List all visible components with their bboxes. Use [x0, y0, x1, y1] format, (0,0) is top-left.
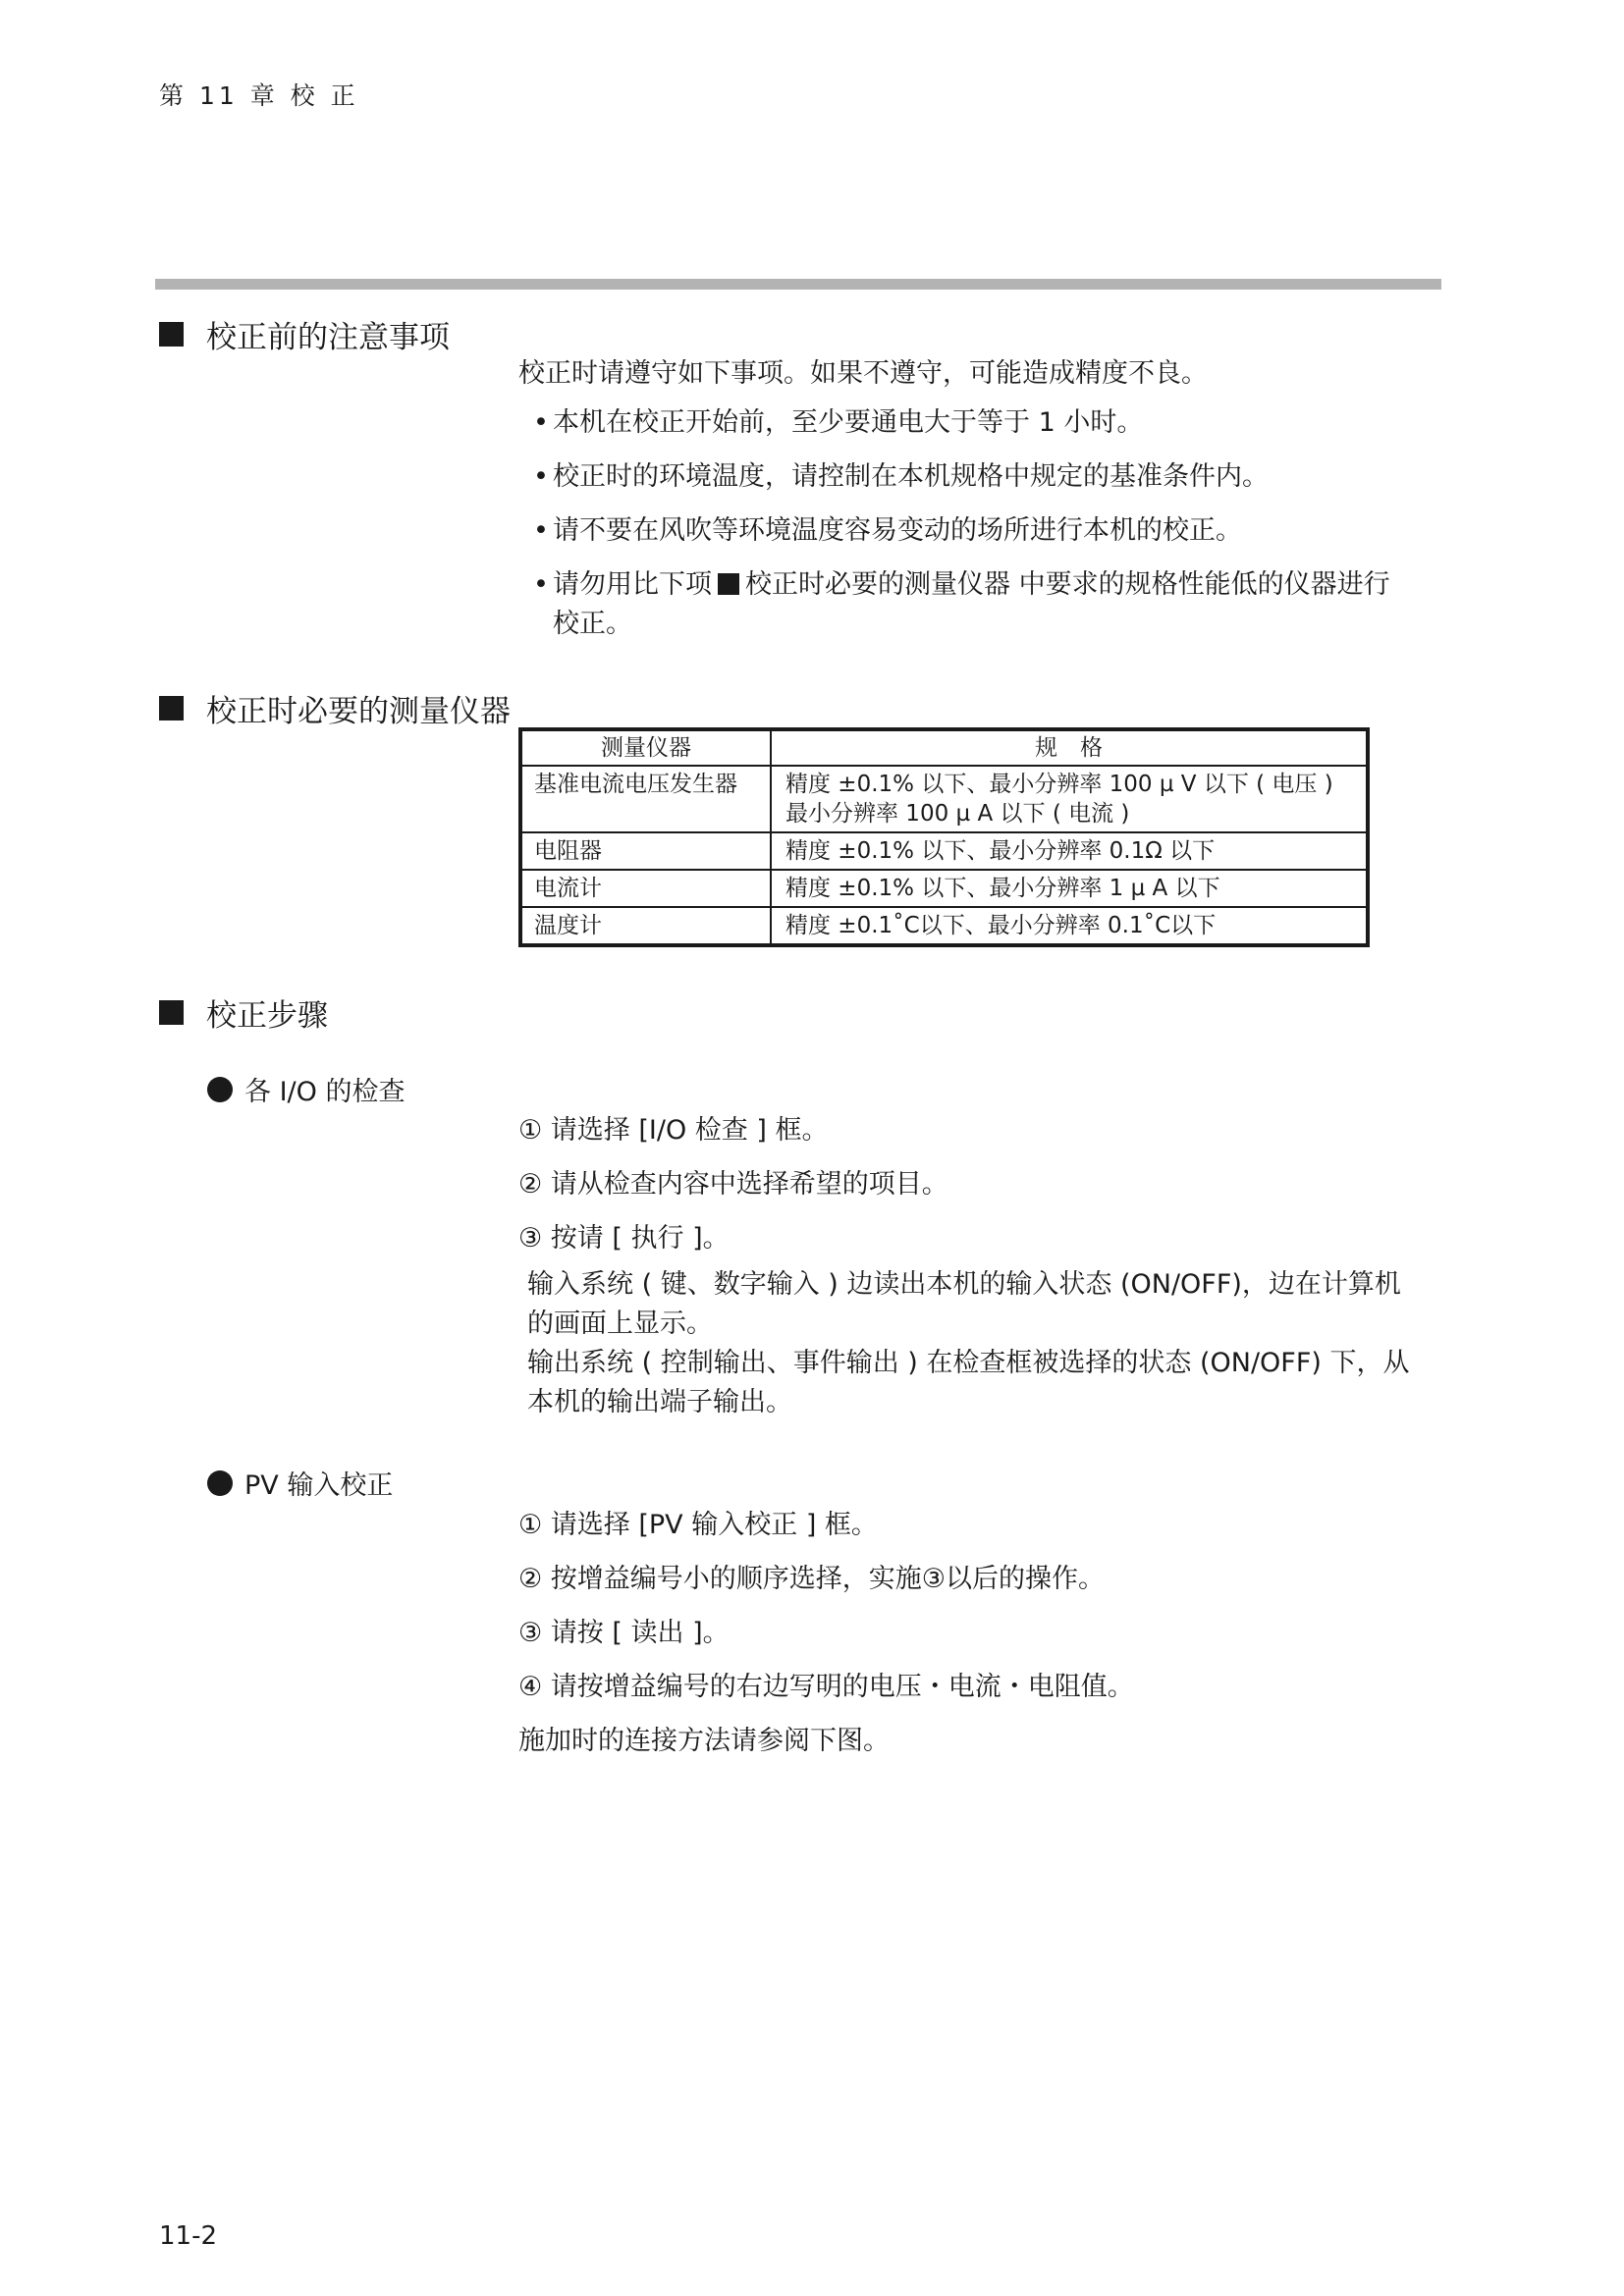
circle-bullet-icon: [207, 1470, 233, 1496]
io-step: ② 请从检查内容中选择希望的项目。: [518, 1169, 948, 1200]
section-heading-procedure: [159, 990, 328, 1035]
dot-bullet-icon: •: [533, 461, 549, 492]
io-description: [527, 1265, 1410, 1422]
instrument-cell: 电阻器: [520, 832, 771, 870]
instrument-cell: 电流计: [520, 870, 771, 907]
dot-bullet-icon: •: [533, 407, 549, 438]
io-description-line: 输出系统 ( 控制输出、事件输出 ) 在检查框被选择的状态 (ON/OFF) 下，从: [527, 1348, 1410, 1378]
pv-step: ① 请选择 [PV 输入校正 ] 框。: [518, 1510, 878, 1540]
pv-step: ③ 请按 [ 读出 ]。: [518, 1618, 730, 1648]
instrument-cell: 温度计: [520, 907, 771, 945]
precaution-text: 请勿用比下项: [553, 569, 712, 600]
square-bullet-icon: [159, 1000, 184, 1025]
dot-bullet-icon: •: [533, 515, 549, 546]
page-number: 11-2: [159, 2221, 218, 2251]
square-bullet-icon: [159, 696, 184, 721]
subsection-title: 各 I/O 的检查: [244, 1077, 406, 1107]
io-description-line: 的画面上显示。: [527, 1308, 713, 1339]
column-header: 测量仪器: [520, 729, 771, 766]
io-step: ③ 按请 [ 执行 ]。: [518, 1223, 730, 1254]
precaution-text: 请不要在风吹等环境温度容易变动的场所进行本机的校正。: [553, 515, 1242, 546]
section-title: 校正前的注意事项: [206, 320, 450, 355]
subsection-heading-io-check: [207, 1070, 405, 1108]
chapter-header: 第 11 章 校 正: [159, 81, 359, 110]
precaution-item: [533, 565, 1390, 644]
spec-cell: 精度 ±0.1˚C以下、最小分辨率 0.1˚C以下: [771, 907, 1368, 945]
io-description-line: 本机的输出端子输出。: [527, 1387, 792, 1417]
table-row: [520, 832, 1368, 870]
instrument-cell: 基准电流电压发生器: [520, 766, 771, 832]
table-row: [520, 907, 1368, 945]
spec-line: 精度 ±0.1% 以下、最小分辨率 100 µ V 以下 ( 电压 ): [785, 772, 1333, 797]
precaution-item: [533, 403, 1143, 443]
spec-line: 最小分辨率 100 µ A 以下 ( 电流 ): [785, 801, 1130, 827]
section-title: 校正步骤: [206, 998, 328, 1034]
circle-bullet-icon: [207, 1077, 233, 1102]
io-description-line: 输入系统 ( 键、数字输入 ) 边读出本机的输入状态 (ON/OFF)，边在计算机: [527, 1269, 1401, 1300]
spec-cell: 精度 ±0.1% 以下、最小分辨率 1 µ A 以下: [771, 870, 1368, 907]
section-heading-instruments: [159, 686, 511, 730]
precautions-intro: 校正时请遵守如下事项。如果不遵守，可能造成精度不良。: [518, 358, 1208, 389]
pv-step: ④ 请按增益编号的右边写明的电压・电流・电阻值。: [518, 1672, 1134, 1702]
spec-cell: [771, 766, 1368, 832]
pv-note: 施加时的连接方法请参阅下图。: [518, 1726, 890, 1756]
section-heading-precautions: [159, 312, 450, 356]
section-divider: [155, 279, 1441, 290]
subsection-heading-pv-calibration: [207, 1464, 393, 1502]
dot-bullet-icon: •: [533, 569, 549, 600]
pv-step: ② 按增益编号小的顺序选择，实施③以后的操作。: [518, 1564, 1105, 1594]
precaution-continuation: 校正。: [553, 609, 632, 639]
precaution-text: 校正时的环境温度，请控制在本机规格中规定的基准条件内。: [553, 461, 1269, 492]
table-header-row: [520, 729, 1368, 766]
precaution-item: [533, 457, 1269, 497]
instrument-spec-table: [518, 727, 1370, 947]
table-row: [520, 766, 1368, 832]
section-title: 校正时必要的测量仪器: [206, 694, 511, 729]
io-step: ① 请选择 [I/O 检查 ] 框。: [518, 1115, 829, 1146]
square-bullet-icon: [159, 322, 184, 347]
spec-cell: 精度 ±0.1% 以下、最小分辨率 0.1Ω 以下: [771, 832, 1368, 870]
precaution-text: 校正时必要的测量仪器 中要求的规格性能低的仪器进行: [745, 569, 1390, 600]
column-header: 规 格: [771, 729, 1368, 766]
table-row: [520, 870, 1368, 907]
precaution-item: [533, 511, 1242, 551]
subsection-title: PV 输入校正: [244, 1470, 394, 1501]
square-bullet-icon: [718, 573, 739, 595]
precaution-text: 本机在校正开始前，至少要通电大于等于 1 小时。: [553, 407, 1144, 438]
